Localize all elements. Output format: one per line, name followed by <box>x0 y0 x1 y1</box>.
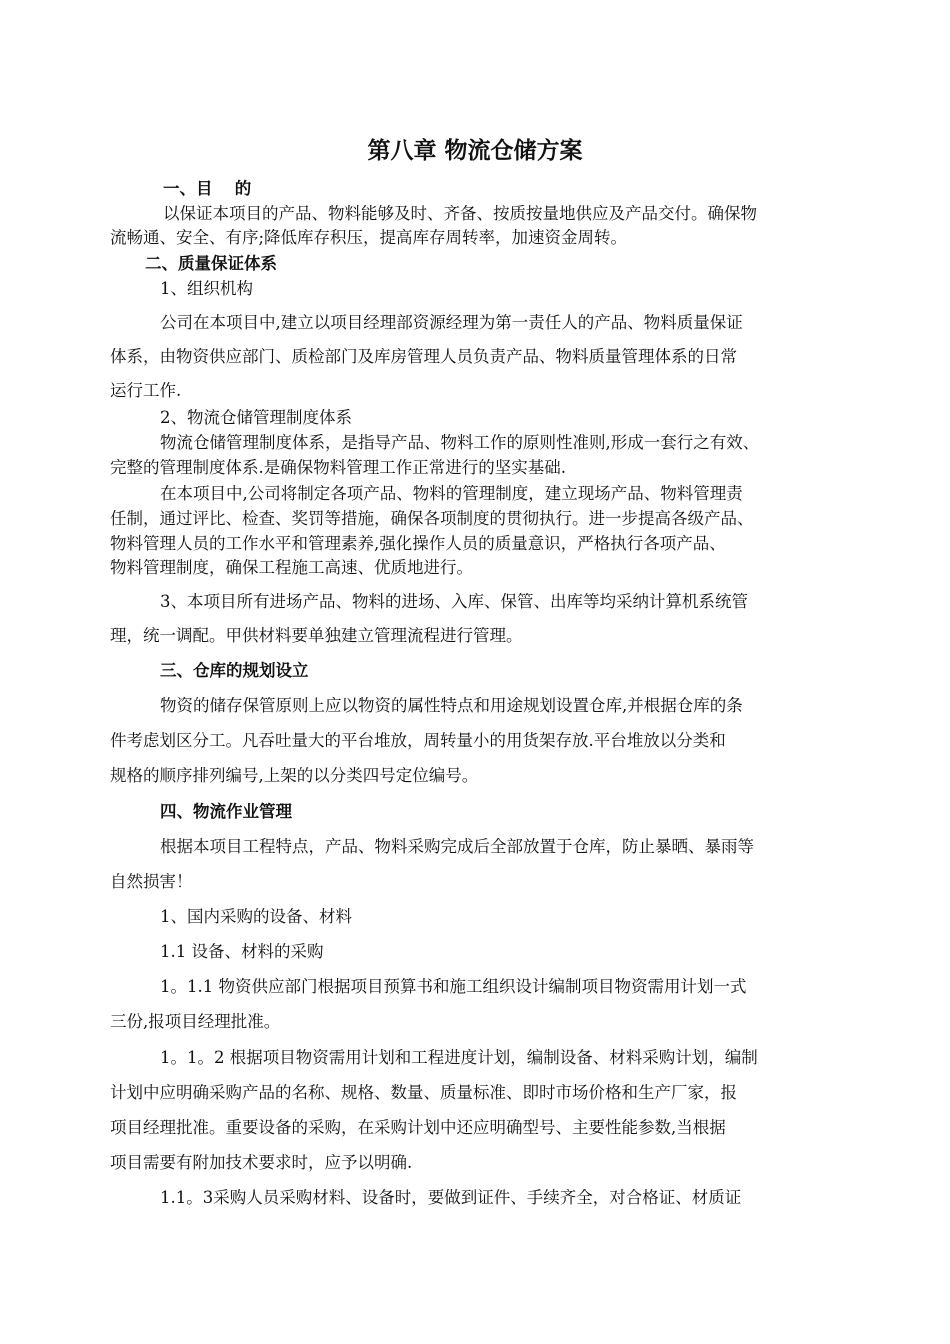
paragraph-line: 规格的顺序排列编号,上架的以分类四号定位编号。 <box>110 766 479 785</box>
paragraph-line: 任制，通过评比、检查、奖罚等措施，确保各项制度的贯彻执行。进一步提高各级产品、 <box>110 509 754 528</box>
paragraph-line: 在本项目中,公司将制定各项产品、物料的管理制度，建立现场产品、物料管理责 <box>160 484 743 503</box>
paragraph-line: 自然损害！ <box>110 872 193 891</box>
subheading: 1.1 设备、材料的采购 <box>160 942 324 961</box>
heading-purpose: 一、目 的 <box>163 179 252 198</box>
paragraph-line: 1。1。2 根据项目物资需用计划和工程进度计划，编制设备、材料采购计划，编制 <box>160 1048 758 1067</box>
chapter-title: 第八章 物流仓储方案 <box>367 137 583 164</box>
heading-warehouse: 三、仓库的规划设立 <box>160 661 309 680</box>
subheading: 1、国内采购的设备、材料 <box>160 907 352 926</box>
paragraph-line: 体系，由物资供应部门、质检部门及库房管理人员负责产品、物料质量管理体系的日常 <box>110 347 737 366</box>
paragraph-line: 运行工作. <box>110 381 182 400</box>
paragraph-line: 流畅通、安全、有序;降低库存积压，提高库存周转率，加速资金周转。 <box>110 228 628 247</box>
paragraph-line: 项目经理批准。重要设备的采购，在采购计划中还应明确型号、主要性能参数,当根据 <box>110 1118 726 1137</box>
heading-logistics: 四、物流作业管理 <box>160 802 292 821</box>
paragraph-line: 以保证本项目的产品、物料能够及时、齐备、按质按量地供应及产品交付。确保物 <box>163 204 757 223</box>
paragraph-line: 三份,报项目经理批准。 <box>110 1012 281 1031</box>
paragraph-line: 物资的储存保管原则上应以物资的属性特点和用途规划设置仓库,并根据仓库的条 <box>160 696 743 715</box>
paragraph-line: 物流仓储管理制度体系，是指导产品、物料工作的原则性准则,形成一套行之有效、 <box>160 433 760 452</box>
paragraph-line: 公司在本项目中,建立以项目经理部资源经理为第一责任人的产品、物料质量保证 <box>160 313 743 332</box>
paragraph-line: 完整的管理制度体系.是确保物料管理工作正常进行的坚实基础. <box>110 458 566 477</box>
paragraph-line: 1.1。3采购人员采购材料、设备时，要做到证件、手续齐全，对合格证、材质证 <box>160 1188 742 1207</box>
paragraph-line: 件考虑划区分工。凡吞吐量大的平台堆放，周转量小的用货架存放.平台堆放以分类和 <box>110 731 726 750</box>
paragraph-line: 计划中应明确采购产品的名称、规格、数量、质量标准、即时市场价格和生产厂家，报 <box>110 1083 737 1102</box>
paragraph-line: 理，统一调配。甲供材料要单独建立管理流程进行管理。 <box>110 626 523 645</box>
subheading: 1、组织机构 <box>160 279 253 298</box>
paragraph-line: 物料管理人员的工作水平和管理素养,强化操作人员的质量意识，严格执行各项产品、 <box>110 534 726 553</box>
subheading: 2、物流仓储管理制度体系 <box>160 408 352 427</box>
paragraph-line: 1。1.1 物资供应部门根据项目预算书和施工组织设计编制项目物资需用计划一式 <box>160 977 747 996</box>
paragraph-line: 项目需要有附加技术要求时，应予以明确. <box>110 1153 413 1172</box>
paragraph-line: 3、本项目所有进场产品、物料的进场、入库、保管、出库等均采纳计算机系统管 <box>160 592 748 611</box>
heading-quality: 二、质量保证体系 <box>145 254 277 273</box>
paragraph-line: 物料管理制度，确保工程施工高速、优质地进行。 <box>110 558 473 577</box>
paragraph-line: 根据本项目工程特点，产品、物料采购完成后全部放置于仓库，防止暴晒、暴雨等 <box>160 837 754 856</box>
